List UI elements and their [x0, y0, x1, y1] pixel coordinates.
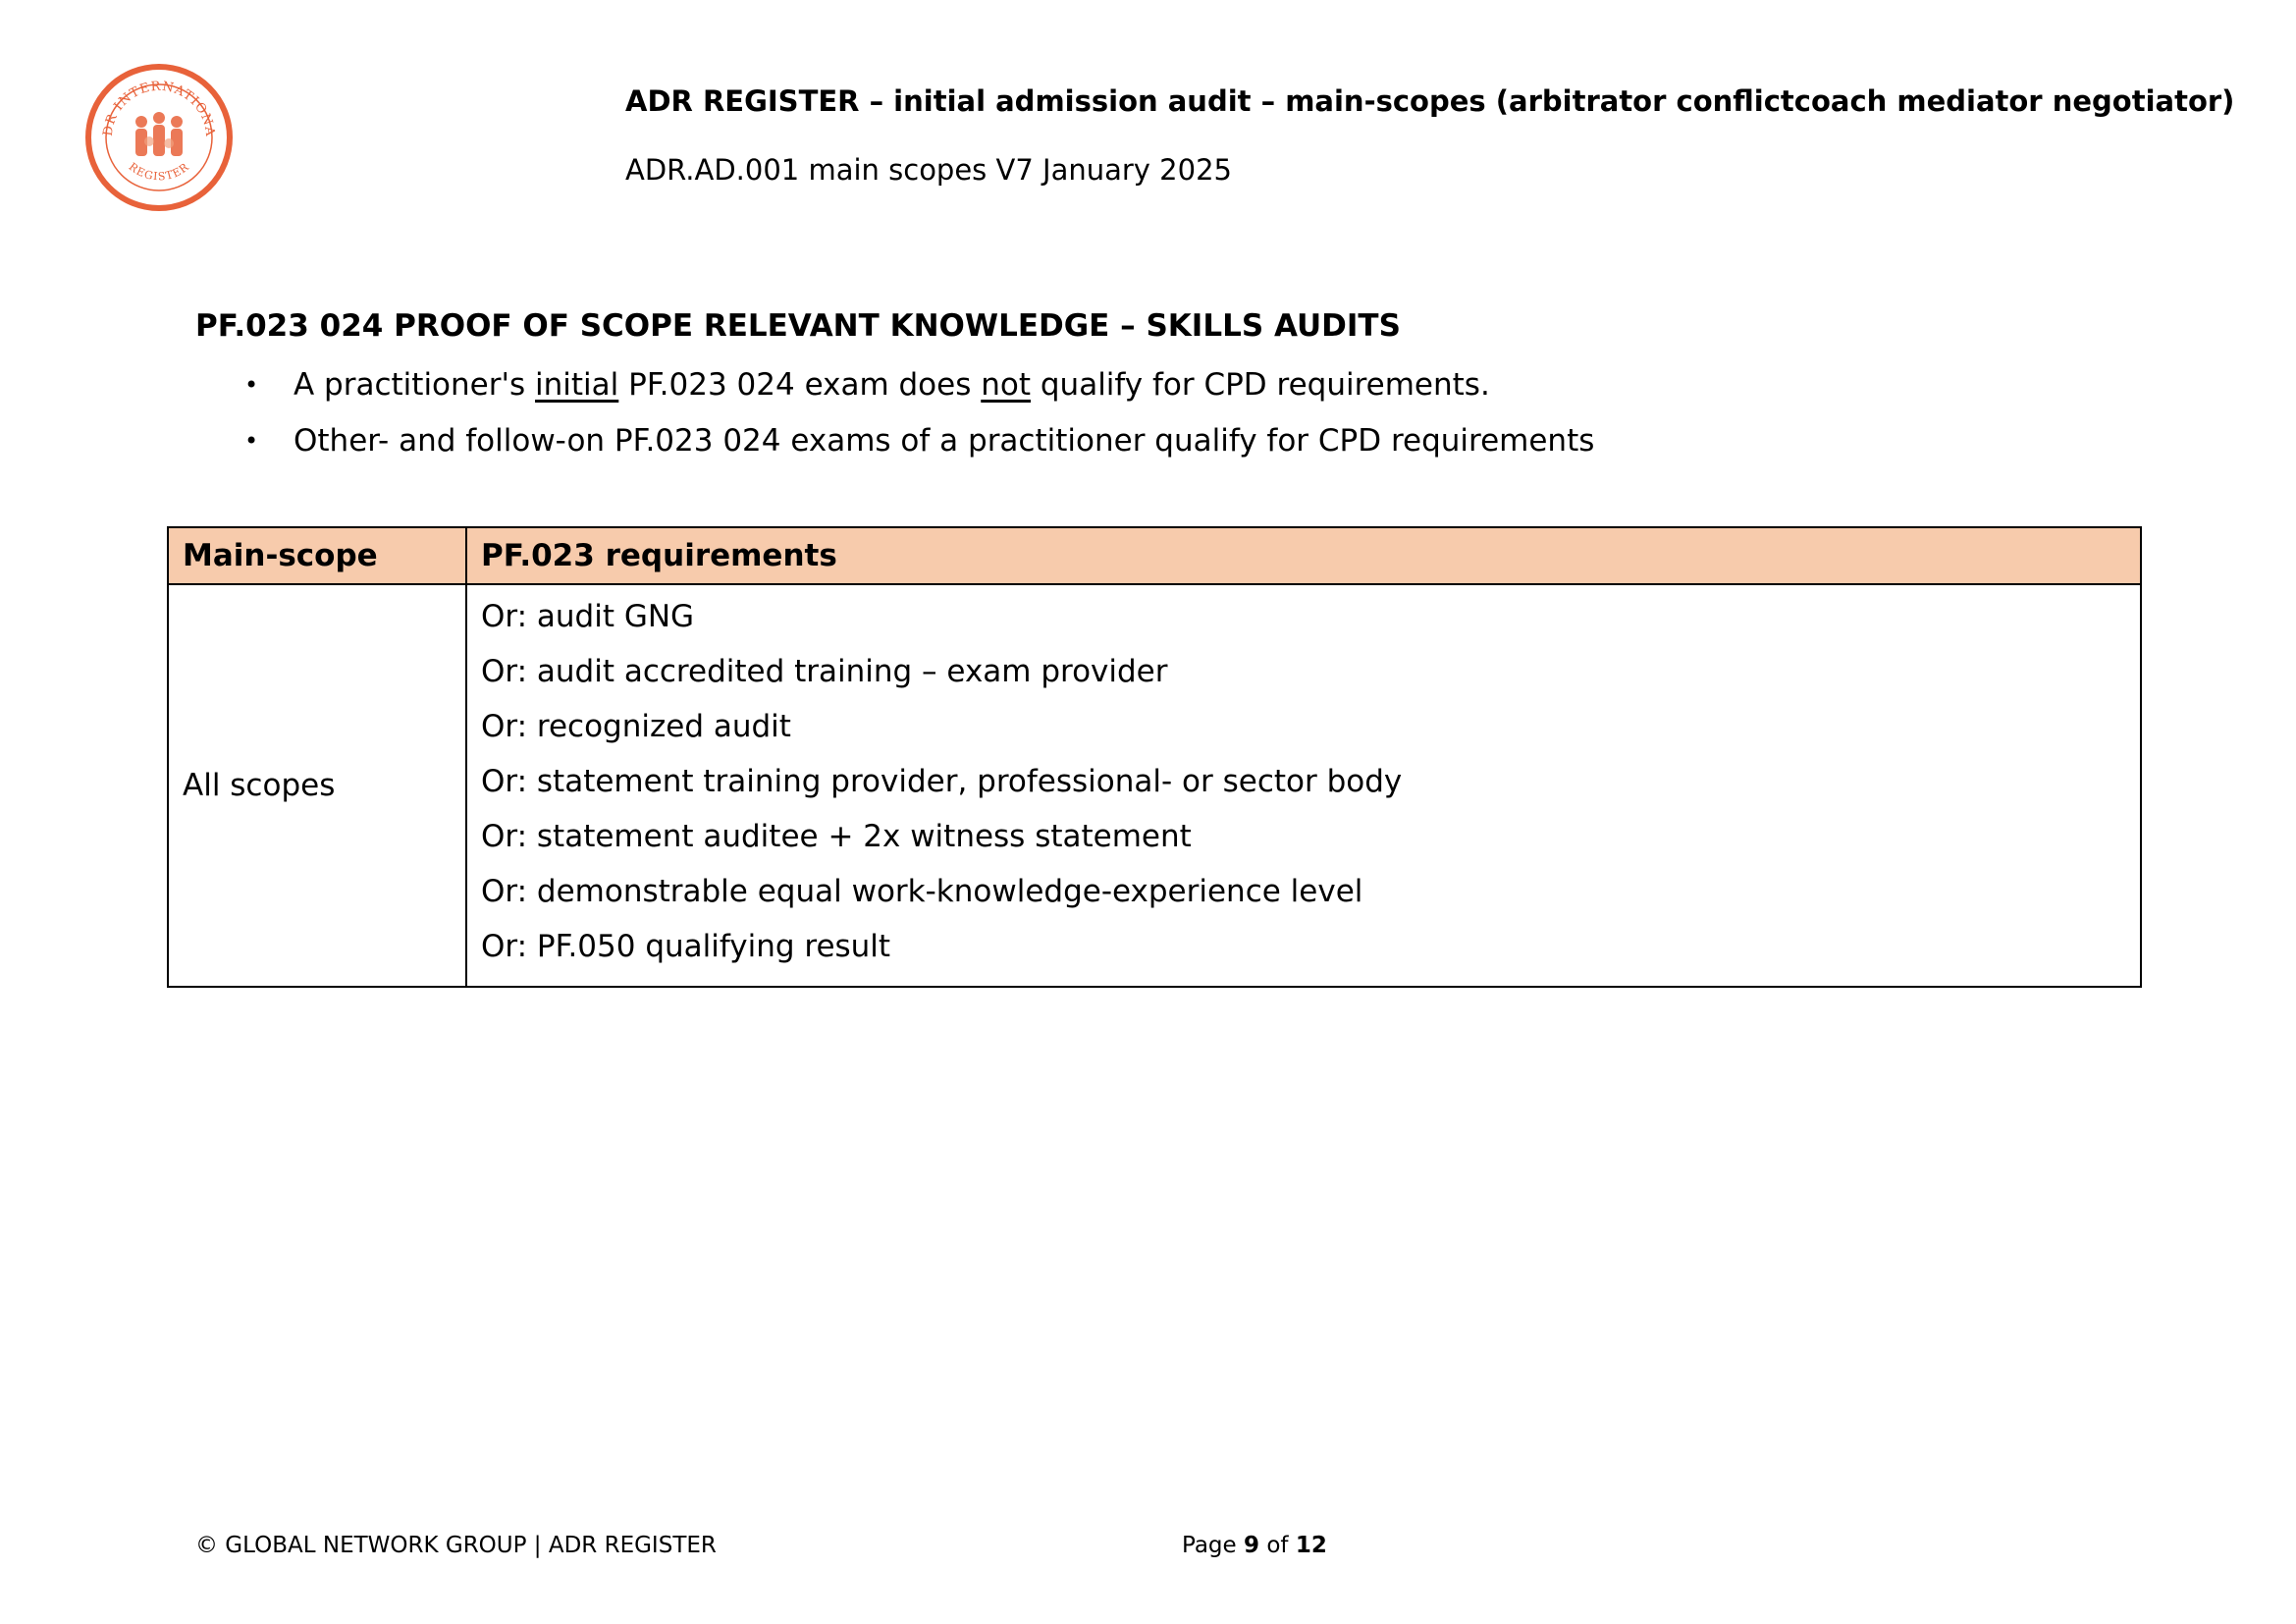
bullet-item-follow-on-exams: • Other- and follow-on PF.023 024 exams of a practitioner qualify for CPD requirements: [195, 413, 1594, 469]
requirement-item: Or: recognized audit: [481, 709, 791, 744]
column-header-main-scope: Main-scope: [168, 527, 466, 584]
column-header-requirements: PF.023 requirements: [466, 527, 2141, 584]
footer-copyright: © GLOBAL NETWORK GROUP | ADR REGISTER: [195, 1533, 717, 1558]
underlined-initial: initial: [535, 367, 619, 403]
requirement-item: Or: audit GNG: [481, 599, 695, 634]
document-reference: ADR.AD.001 main scopes V7 January 2025: [625, 153, 1232, 187]
requirements-cell: [466, 584, 2141, 987]
table-row: [168, 584, 2141, 987]
requirement-item: Or: demonstrable equal work-knowledge-experience level: [481, 874, 1363, 909]
bullet-icon: •: [244, 371, 259, 399]
requirements-table: [167, 526, 2142, 988]
bullet-item-initial-exam: • A practitioner's initial PF.023 024 exam does not qualify for CPD requirements.: [195, 357, 1594, 413]
total-pages: 12: [1295, 1533, 1327, 1558]
document-header-title: ADR REGISTER – initial admission audit – main-scopes (arbitrator conflictcoach mediator negotiator): [625, 84, 2235, 118]
table-header-row: [168, 527, 2141, 584]
adr-international-register-logo: [84, 63, 234, 212]
requirement-item: Or: PF.050 qualifying result: [481, 929, 891, 964]
section-title: PF.023 024 PROOF OF SCOPE RELEVANT KNOWLEDGE – SKILLS AUDITS: [195, 308, 1401, 344]
requirement-item: Or: audit accredited training – exam provider: [481, 654, 1168, 689]
footer-page-number: Page 9 of 12: [1182, 1533, 1327, 1558]
requirement-item: Or: statement training provider, professional- or sector body: [481, 764, 1403, 799]
underlined-not: not: [981, 367, 1032, 403]
scope-cell: All scopes: [168, 584, 466, 987]
svg-text:ADR INTERNATIONAL: DR INTERNATIONA: [100, 79, 218, 138]
bullet-list: [195, 357, 1594, 469]
requirement-item: Or: statement auditee + 2x witness statement: [481, 819, 1192, 854]
bullet-icon: •: [244, 427, 259, 455]
svg-text:REGISTER: REGISTER: [126, 160, 192, 184]
current-page: 9: [1244, 1533, 1260, 1558]
requirements-list: [481, 585, 2126, 986]
